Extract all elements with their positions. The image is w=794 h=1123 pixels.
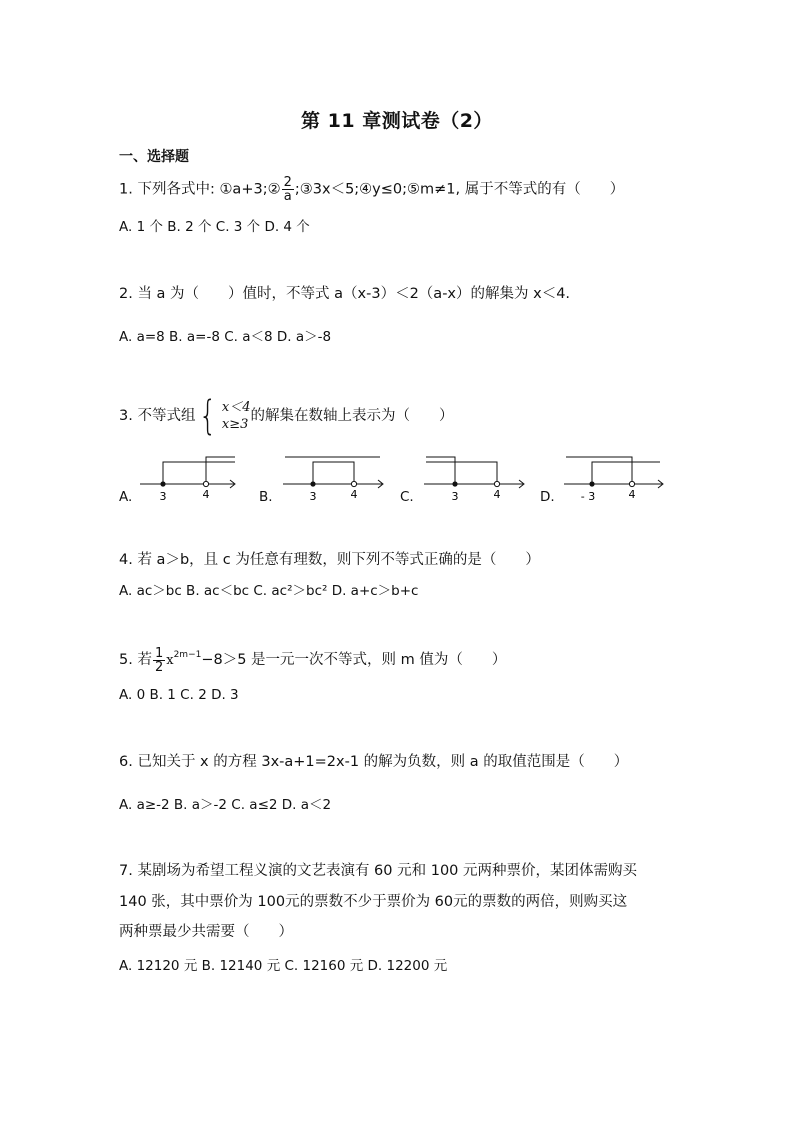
question-7-line-1: 7. 某剧场为希望工程义演的文艺表演有 60 元和 100 元两种票价，某团体需购买	[119, 863, 638, 879]
number-line-a	[140, 450, 240, 502]
q5-frac-num: 1	[154, 645, 164, 661]
q1-text-post: ;③3x＜5;④y≤0;⑤m≠1, 属于不等式的有（ ）	[294, 181, 625, 198]
q5-frac-den: 2	[154, 659, 164, 675]
brace-icon: {	[199, 393, 218, 439]
tick-label-a-4: 4	[202, 488, 210, 501]
q6-options: A. a≥-2 B. a＞-2 C. a≤2 D. a＜2	[119, 797, 332, 813]
q1-fraction	[282, 176, 294, 203]
q3-option-c-label: C.	[400, 489, 414, 505]
tick-label-b-4: 4	[350, 488, 358, 501]
number-line-b	[283, 450, 388, 502]
system-line-2: x≥3	[221, 417, 249, 432]
q5-fraction	[153, 647, 165, 674]
question-2: 2. 当 a 为（ ）值时，不等式 a（x-3）＜2（a-x）的解集为 x＜4.	[119, 286, 571, 302]
section-heading: 一、选择题	[119, 149, 189, 165]
tick-label-a-3: 3	[159, 490, 167, 502]
q3-option-d-label: D.	[540, 489, 555, 505]
tick-label-d-4: 4	[628, 488, 636, 501]
q5-exponent: 2m−1	[173, 650, 202, 660]
tick-label-b-3: 3	[309, 490, 317, 502]
q3-option-a-label: A.	[119, 489, 133, 505]
q5-options: A. 0 B. 1 C. 2 D. 3	[119, 687, 239, 703]
inequality-system	[222, 399, 251, 433]
tick-label-c-3: 3	[451, 490, 459, 502]
question-4: 4. 若 a＞b，且 c 为任意有理数，则下列不等式正确的是（ ）	[119, 552, 540, 568]
question-7-line-3: 两种票最少共需要（ ）	[119, 924, 293, 940]
q3-text-post: 的解集在数轴上表示为（ ）	[250, 408, 454, 424]
page-title: 第 11 章测试卷（2）	[301, 110, 493, 132]
number-line-d	[564, 450, 668, 502]
q2-options: A. a=8 B. a=-8 C. a＜8 D. a＞-8	[119, 329, 332, 345]
question-7-line-2: 140 张，其中票价为 100元的票数不少于票价为 60元的票数的两倍，则购买这	[119, 894, 628, 910]
q1-frac-den: a	[283, 189, 292, 204]
q3-text-pre: 3. 不等式组	[119, 408, 196, 424]
tick-label-c-4: 4	[493, 488, 501, 501]
q5-text-post: −8＞5 是一元一次不等式，则 m 值为（ ）	[201, 652, 507, 668]
q5-text-pre: 5. 若	[119, 652, 152, 668]
q7-options: A. 12120 元 B. 12140 元 C. 12160 元 D. 12200 元	[119, 958, 448, 974]
q1-options: A. 1 个 B. 2 个 C. 3 个 D. 4 个	[119, 219, 310, 235]
q5-variable: x	[166, 653, 174, 668]
question-5	[119, 645, 506, 674]
tick-label-d-neg3: - 3	[580, 490, 596, 502]
q4-options: A. ac＞bc B. ac＜bc C. ac²＞bc² D. a+c＞b+c	[119, 583, 419, 599]
q1-frac-num: 2	[283, 175, 292, 190]
question-3	[119, 393, 454, 439]
q1-text-pre: 1. 下列各式中: ①a+3;②	[119, 181, 281, 198]
question-1	[119, 176, 624, 203]
number-line-c	[424, 450, 529, 502]
question-6: 6. 已知关于 x 的方程 3x-a+1=2x-1 的解为负数，则 a 的取值范围是（ ）	[119, 754, 629, 770]
system-line-1: x＜4	[221, 400, 251, 415]
q3-option-b-label: B.	[259, 489, 273, 505]
